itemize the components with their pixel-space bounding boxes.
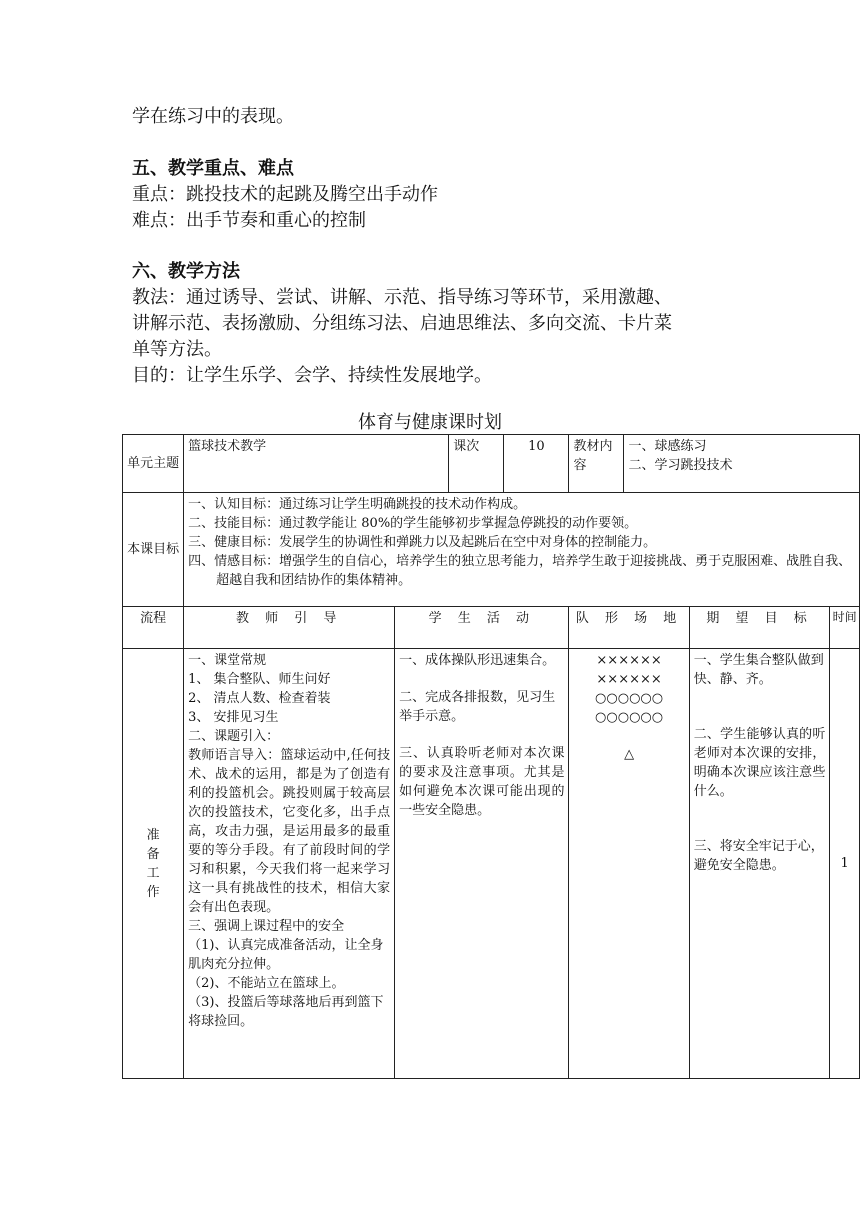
lesson-value: 10	[504, 435, 569, 493]
preparation-row	[123, 649, 860, 1079]
key-point-text: 重点：跳投技术的起跳及腾空出手动作	[132, 184, 438, 205]
header-expectation: 期 望 目 标	[689, 607, 830, 649]
teacher-line-1: 一、课堂常规	[188, 653, 267, 668]
goal-emotion: 四、情感目标：增强学生的自信心，培养学生的独立思考能力，培养学生敢于迎接挑战、勇于克服困难、战胜自我、超越自我和团结协作的集体精神。	[188, 554, 852, 588]
teacher-line-2: 1、 集合整队、师生问好	[188, 672, 331, 687]
goals-row	[123, 493, 860, 607]
formation-row-3: ○○○○○○	[595, 691, 664, 706]
formation-row-1: ××××××	[596, 653, 662, 668]
header-time: 时间	[830, 607, 860, 649]
goal-health: 三、健康目标：发展学生的协调性和弹跳力以及起跳后在空中对身体的控制能力。	[188, 535, 657, 550]
teacher-line-3: 2、 清点人数、检查着装	[188, 691, 331, 706]
header-teacher: 教 师 引 导	[184, 607, 395, 649]
section6-heading: 六、教学方法	[132, 261, 240, 282]
student-item-2: 二、完成各排报数，见习生举手示意。	[399, 690, 556, 724]
stage-label	[123, 649, 184, 1079]
formation-cell	[569, 649, 689, 1079]
material-content	[624, 435, 860, 493]
material-item-1: 一、球感练习	[628, 439, 707, 454]
student-item-1: 一、成体操队形迅速集合。	[399, 653, 556, 668]
goal-skill: 二、技能目标：通过教学能让 80%的学生能够初步掌握急停跳投的动作要领。	[188, 516, 638, 531]
teacher-line-8: （1)、认真完成准备活动，让全身肌肉充分拉伸。	[188, 938, 384, 972]
unit-row	[123, 435, 860, 493]
lesson-label: 课次	[449, 435, 504, 493]
process-header-row	[123, 607, 860, 649]
teacher-guide-cell	[184, 649, 395, 1079]
teacher-line-6: 教师语言导入：篮球运动中,任何技术、战术的运用，都是为了创造有利的投篮机会。跳投则属于较高层次的投篮技术，它变化多，出手点高，攻击力强，是运用最多的最重要的等分手段。有了前段时间的学习和积累，今天我们将一起来学习这一具有挑战性的技术，相信大家会有出色表现。	[188, 748, 391, 915]
material-item-2: 二、学习跳投技术	[628, 458, 733, 473]
method-line-3: 单等方法。	[132, 339, 222, 360]
stage-label-text: 准备工作	[146, 827, 160, 900]
header-formation: 队 形 场 地	[569, 607, 689, 649]
difficulty-text: 难点：出手节奏和重心的控制	[132, 210, 366, 231]
header-process: 流程	[123, 607, 184, 649]
plan-title: 体育与健康课时划	[358, 412, 502, 433]
section5-heading: 五、教学重点、难点	[132, 158, 294, 179]
lesson-plan-table	[122, 434, 860, 1079]
formation-row-4: ○○○○○○	[595, 710, 664, 725]
student-activity-cell	[395, 649, 569, 1079]
material-label: 教材内容	[569, 435, 624, 493]
goal-cognitive: 一、认知目标：通过练习让学生明确跳投的技术动作构成。	[188, 497, 527, 512]
goals-content	[184, 493, 860, 607]
expectation-item-1: 一、学生集合整队做到快、静、齐。	[693, 653, 824, 687]
method-line-1: 教法：通过诱导、尝试、讲解、示范、指导练习等环节，采用激趣、	[132, 287, 672, 308]
teacher-line-9: （2)、不能站立在篮球上。	[188, 976, 345, 991]
intro-tail-text: 学在练习中的表现。	[132, 106, 294, 127]
unit-label: 单元主题	[123, 435, 184, 493]
method-line-2: 讲解示范、表扬激励、分组练习法、启迪思维法、多向交流、卡片菜	[132, 313, 672, 334]
time-cell	[830, 649, 860, 1079]
teacher-line-10: （3)、投篮后等球落地后再到篮下将球捡回。	[188, 995, 384, 1029]
teacher-line-4: 3、 安排见习生	[188, 710, 279, 725]
goals-label: 本课目标	[123, 493, 184, 607]
student-item-3: 三、认真聆听老师对本次课的要求及注意事项。尤其是如何避免本次课可能出现的一些安全隐患。	[399, 746, 565, 818]
header-student: 学 生 活 动	[395, 607, 569, 649]
purpose-text: 目的：让学生乐学、会学、持续性发展地学。	[132, 365, 492, 386]
teacher-line-7: 三、强调上课过程中的安全	[188, 919, 345, 934]
teacher-position-marker: △	[624, 747, 635, 762]
expectation-item-2: 二、学生能够认真的听老师对本次课的安排，明确本次课应该注意些什么。	[693, 727, 826, 799]
formation-row-2: ××××××	[596, 672, 662, 687]
time-value: 1	[840, 856, 849, 871]
teacher-line-5: 二、课题引入：	[188, 729, 280, 744]
unit-value: 篮球技术教学	[184, 435, 449, 493]
expectation-cell	[689, 649, 830, 1079]
expectation-item-3: 三、将安全牢记于心，避免安全隐患。	[693, 839, 824, 873]
